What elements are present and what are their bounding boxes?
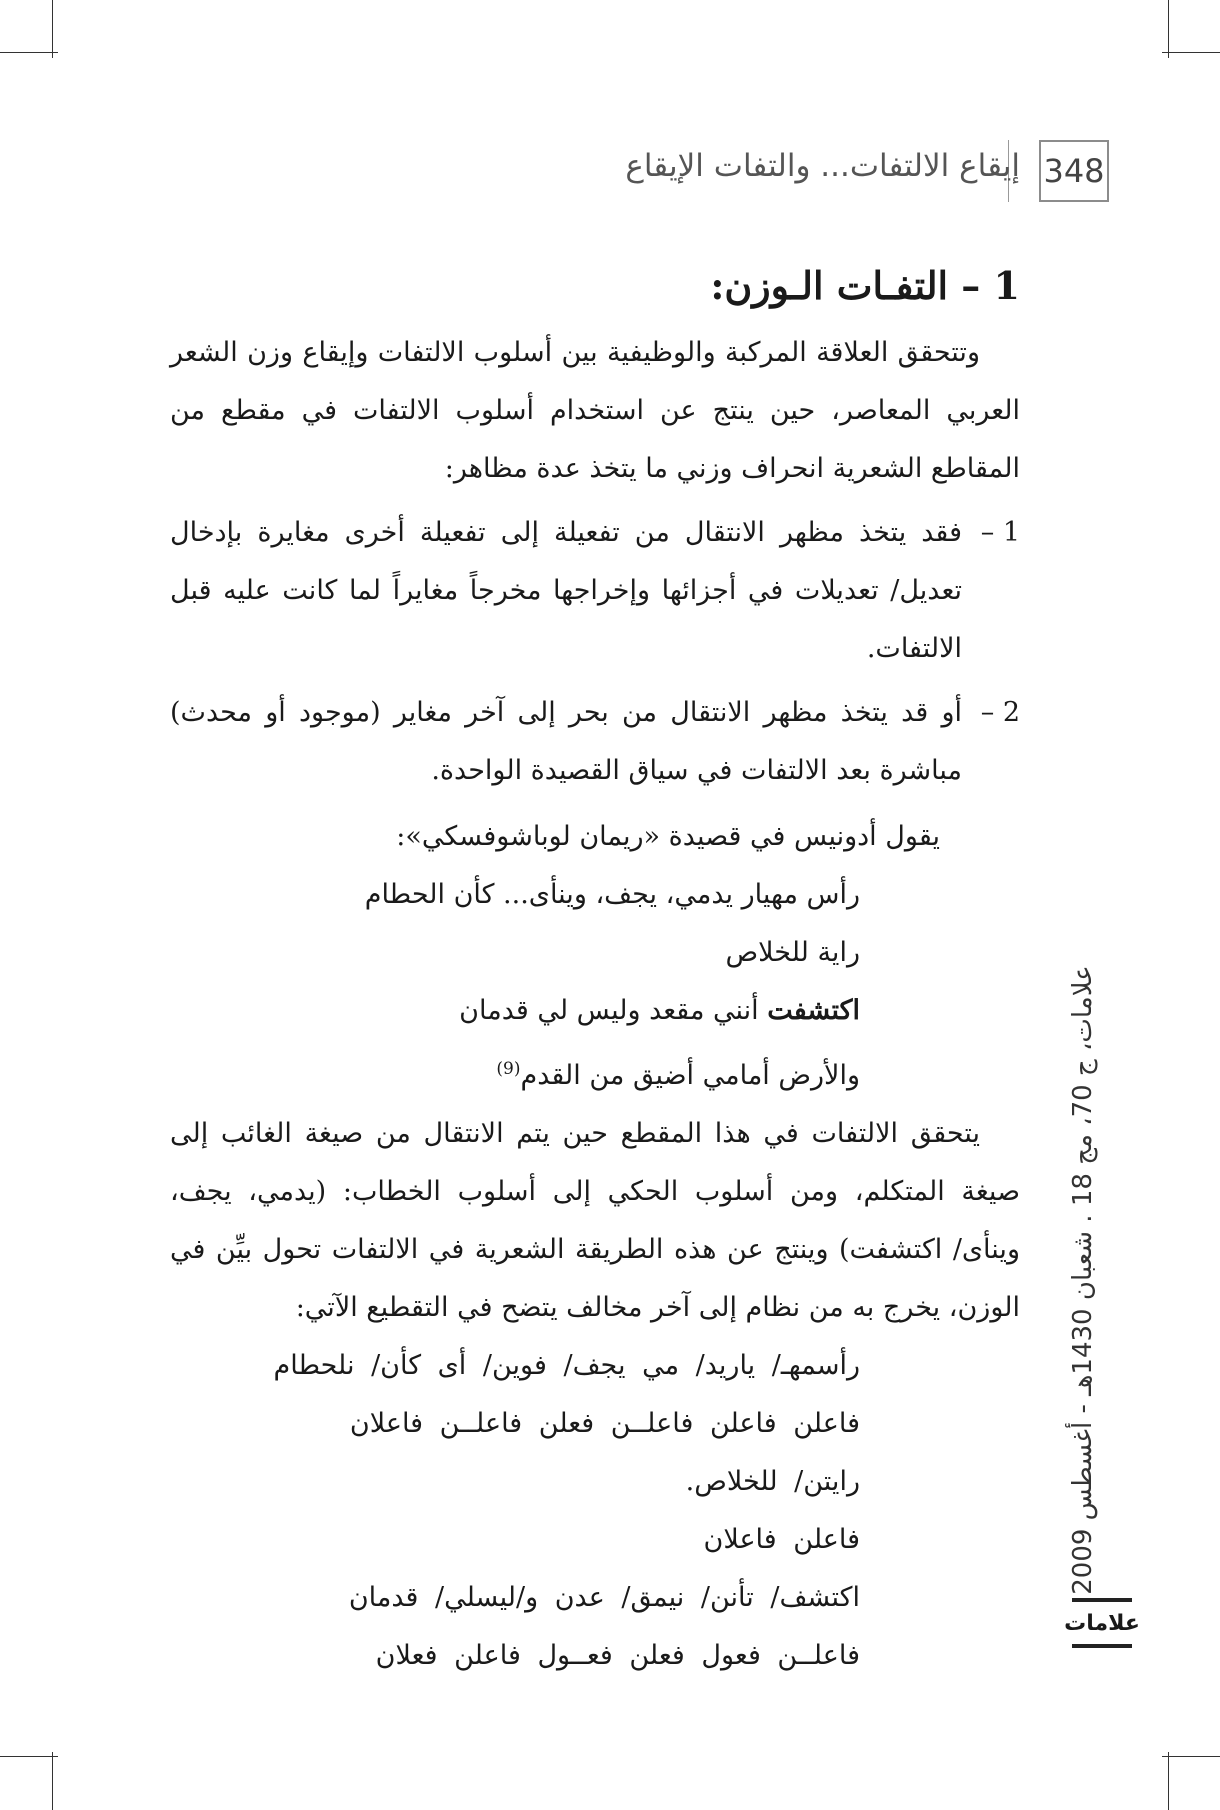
verse-line: راية للخلاص — [725, 937, 860, 968]
verse-bold-word: اكتشفت — [767, 995, 860, 1026]
crop-mark — [1168, 0, 1169, 58]
crop-mark — [52, 1752, 53, 1810]
journal-citation: علامات، ج 70، مج 18 . شعبان 1430هـ - أغسطس 2009 — [1068, 965, 1098, 1595]
crop-mark — [0, 1756, 58, 1757]
scansion-line: رأسمهـ/ ياريد/ مي يجف/ فوين/ أى كأن/ نلحطام — [273, 1350, 860, 1381]
verse-line — [170, 1040, 860, 1105]
scansion-line: فاعلن فاعلان — [703, 1524, 860, 1555]
list-item-text: أو قد يتخذ مظهر الانتقال من بحر إلى آخر مغاير (موجود أو محدث) مباشرة بعد الالتفات في سياق القصيدة الواحدة. — [170, 697, 962, 786]
list-number: 2 – — [980, 697, 1020, 728]
page-body — [170, 260, 1020, 1685]
quote-intro: يقول أدونيس في قصيدة «ريمان لوباشوفسكي»: — [396, 821, 940, 852]
list-item-text: فقد يتخذ مظهر الانتقال من تفعيلة إلى تفعيلة أخرى مغايرة بإدخال تعديل/ تعديلات في أجزائها وإخراجها مخرجاً مغايراً لما كانت عليه قبل الالتفات. — [170, 517, 962, 664]
running-title: إيقاع الالتفات... والتفات الإيقاع — [625, 148, 1020, 184]
list-item — [170, 504, 1020, 678]
list-item — [170, 684, 1020, 800]
page-number: 348 — [1039, 140, 1109, 202]
scansion-line: اكتشف/ تأنن/ نيمق/ عدن و/ليسلي/ قدمان — [348, 1582, 860, 1613]
list-number: 1 – — [980, 517, 1020, 548]
journal-logo: علامات — [1072, 1598, 1132, 1648]
footnote-ref[interactable]: (9) — [496, 1059, 521, 1079]
scansion-line: رايتن/ للخلاص. — [685, 1466, 860, 1497]
verse-line — [170, 982, 860, 1040]
paragraph: يتحقق الالتفات في هذا المقطع حين يتم الانتقال من صيغة الغائب إلى صيغة المتكلم، ومن أسلوب الحكي إلى أسلوب الخطاب: (يدمي، يجف، وينأى/ اكتشفت) وينتج عن هذه الطريقة الشعرية في الالتفات تحول بيِّن في الوزن، يخرج به من نظام إلى آخر مخالف يتضح في التقطيع الآتي: — [170, 1118, 1020, 1323]
scansion-line: فاعلن فاعلن فاعلــن فعلن فاعلــن فاعلان — [349, 1408, 860, 1439]
verse-text: أنني مقعد وليس لي قدمان — [459, 995, 768, 1026]
crop-mark — [0, 52, 58, 53]
verse-text: والأرض أمامي أضيق من القدم — [520, 1060, 860, 1091]
scansion-line: فاعلــن فعول فعلن فعــول فاعلن فعلان — [375, 1640, 860, 1671]
crop-mark — [1168, 1752, 1169, 1810]
verse-line: رأس مهيار يدمي، يجف، وينأى... كأن الحطام — [364, 879, 860, 910]
crop-mark — [1162, 1756, 1220, 1757]
crop-mark — [52, 0, 53, 58]
paragraph: وتتحقق العلاقة المركبة والوظيفية بين أسلوب الالتفات وإيقاع وزن الشعر العربي المعاصر، حين ينتج عن استخدام أسلوب الالتفات في مقطع من المقاطع الشعرية انحراف وزني ما يتخذ عدة مظاهر: — [170, 337, 1020, 484]
crop-mark — [1162, 52, 1220, 53]
section-title: 1 – التفـات الـوزن: — [710, 263, 1020, 308]
